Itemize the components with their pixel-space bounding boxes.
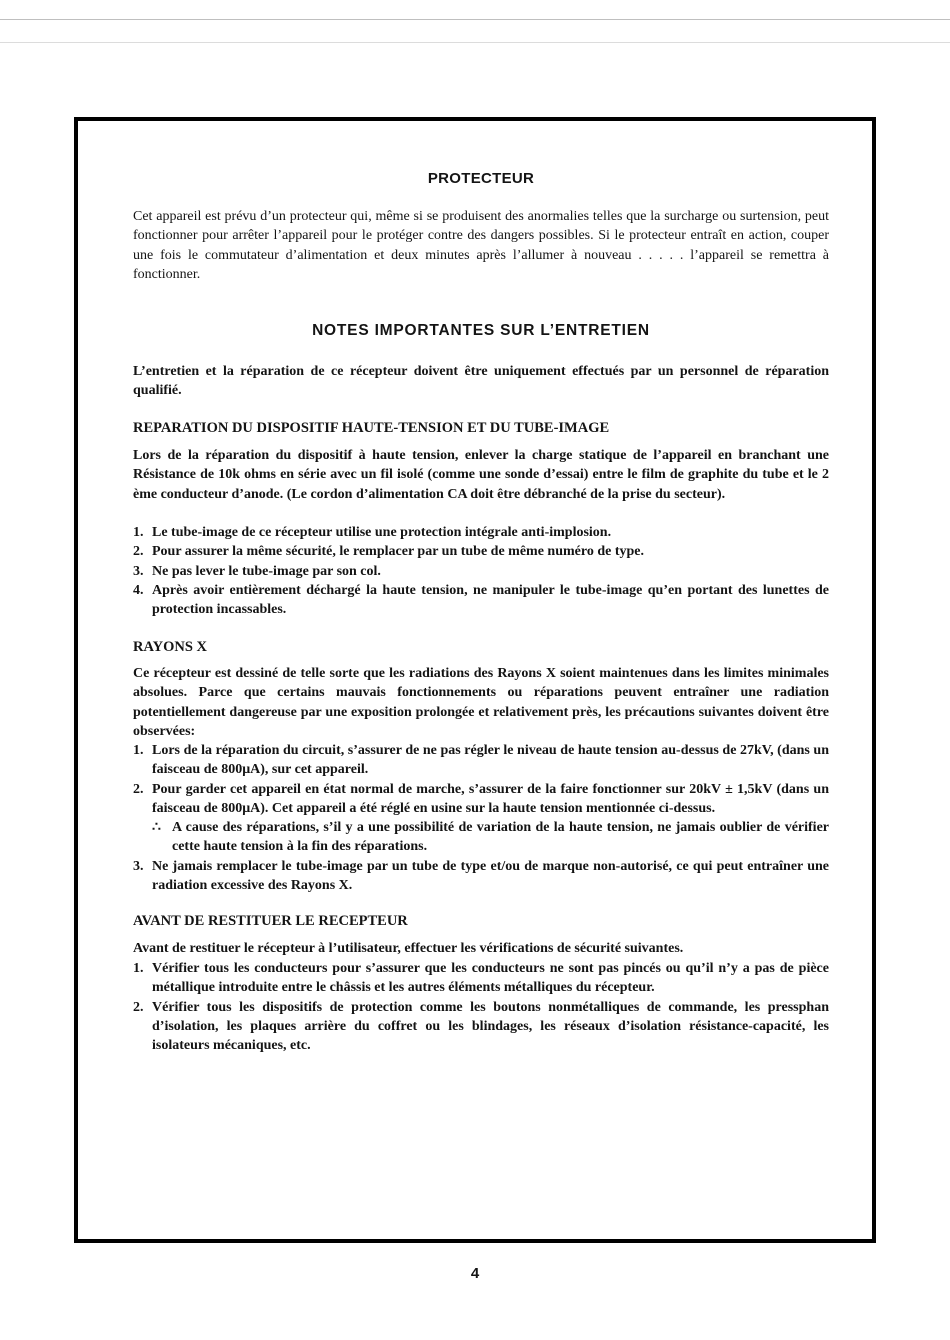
- list-item: 1. Le tube-image de ce récepteur utilise une protection intégrale anti-implosion.: [133, 525, 612, 540]
- rayons-heading: RAYONS X: [133, 639, 207, 655]
- protecteur-text: Cet appareil est prévu d’un protecteur qui, même si se produisent des anormalies telles que la surcharge ou surtension, peut fonctionner pour arrêter l’appareil pour le protéger contre des dangers possibles. Si le protecteur entraît en action, couper une fois le commutateur d’alimentation et deux minutes après l’allumer à nouveau . . . . . l’appareil se remettra à fonctionner.: [133, 209, 829, 282]
- protecteur-title: PROTECTEUR: [427, 170, 535, 187]
- list-item: 4. Après avoir entièrement déchargé la haute tension, ne manipuler le tube-image qu’en portant des lunettes de protection incassables.: [133, 582, 829, 618]
- warning-note: ∴ A cause des réparations, s’il y a une possibilité de variation de la haute tension, ne jamais oublier de vérifier cette haute tension à la fin des réparations.: [152, 820, 829, 855]
- list-item: 2. Pour assurer la même sécurité, le remplacer par un tube de même numéro de type.: [133, 544, 644, 560]
- avant-heading: AVANT DE RESTITUER LE RECEPTEUR: [133, 913, 408, 929]
- notes-title: NOTES IMPORTANTES SUR L’ENTRETIEN: [312, 322, 650, 339]
- scan-artifact-line: [0, 42, 950, 43]
- list-item: 2. Pour garder cet appareil en état normal de marche, s’assurer de la faire fonctionner sur 20kV ± 1,5kV (dans un faisceau de 800μA). Cet appareil a été réglé en usine sur la haute tension mentionnée ci-dessus. ∴ A cause des réparations, s’il y a une possibilité de variation de la haute tension, ne jamais oublier de vérifier cette haute tension à la fin des réparations.: [133, 780, 829, 857]
- avant-text: Avant de restituer le récepteur à l’utilisateur, effectuer les vérifications de sécurité suivantes.: [133, 941, 684, 956]
- list-item: 2. Vérifier tous les dispositifs de protection comme les boutons nonmétalliques de commande, les pressphan d’isolation, les plaques arrière du coffret ou les blindages, les réseaux d’isolation résistance-capacité, les isolateurs mécaniques, etc.: [133, 999, 829, 1054]
- notes-intro: L’entretien et la réparation de ce récepteur doivent être uniquement effectués par un personnel de réparation qualifié.: [133, 364, 829, 399]
- avant-list: [133, 959, 829, 1055]
- list-item: 1. Vérifier tous les conducteurs pour s’assurer que les conducteurs ne sont pas pincés ou qu’il n’y a pas de pièce métallique introduite entre le châssis et les autres éléments métalliques du récepteur.: [133, 961, 829, 996]
- list-item: 1. Lors de la réparation du circuit, s’assurer de ne pas régler le niveau de haute tension au-dessus de 27kV, (dans un faisceau de 800μA), sur cet appareil.: [133, 743, 829, 778]
- haute-tension-list: [133, 523, 829, 619]
- rayons-list: [133, 741, 829, 895]
- rayons-text: Ce récepteur est dessiné de telle sorte que les radiations des Rayons X soient maintenues dans les limites minimales absolues. Parce que certains mauvais fonctionnements ou réparations peuvent entraîner une radiation potentiellement dangereuse par une exposition prolongée et relativement près, les précautions suivantes doivent être observées:: [133, 666, 829, 739]
- therefore-icon: ∴: [152, 820, 161, 836]
- list-item: 3. Ne jamais remplacer le tube-image par un tube de type et/ou de marque non-autorisé, ce qui peut entraîner une radiation excessive des Rayons X.: [133, 858, 829, 894]
- page-frame: [74, 117, 876, 1243]
- list-item: 3. Ne pas lever le tube-image par son col.: [133, 563, 381, 579]
- page-number: 4: [470, 1265, 480, 1282]
- haute-tension-heading: REPARATION DU DISPOSITIF HAUTE-TENSION ET DU TUBE-IMAGE: [133, 420, 610, 436]
- haute-tension-text: Lors de la réparation du dispositif à haute tension, enlever la charge statique de l’appareil en branchant une Résistance de 10k ohms en série avec un fil isolé (comme une sonde d’essai) entre le film de graphite du tube et le 2 ème conducteur d’anode. (Le cordon d’alimentation CA doit être débranché de la prise du secteur).: [133, 448, 829, 502]
- scan-artifact-line: [0, 19, 950, 20]
